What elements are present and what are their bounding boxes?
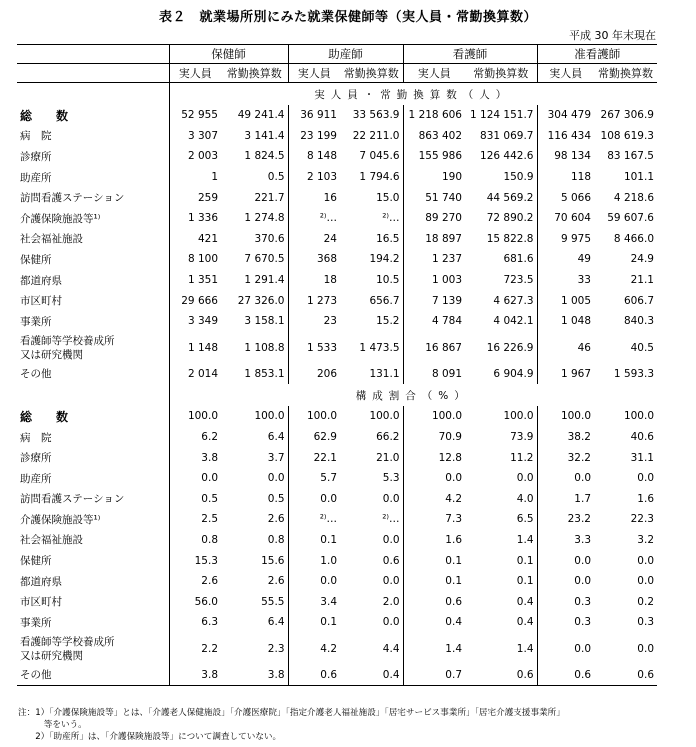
table-cell: 1.6 (445, 533, 462, 546)
table-cell: 100.0 (187, 410, 218, 423)
row-label: 助産所 (17, 167, 169, 188)
table-cell: 155 986 (418, 150, 462, 163)
row-label: 事業所 (17, 612, 169, 633)
table-cell: 22 211.0 (340, 126, 403, 147)
table-row (17, 530, 657, 551)
table-cell: 0.4 (445, 616, 462, 629)
table-cell: 0.4 (465, 591, 537, 612)
table-row (17, 633, 657, 665)
table-cell: 267 306.9 (600, 109, 654, 122)
table-row (17, 612, 657, 633)
row-label: 市区町村 (17, 290, 169, 311)
table-cell: 66.2 (340, 427, 403, 448)
table-row (17, 290, 657, 311)
table-cell: 1 351 (187, 274, 218, 287)
table-cell: 3.8 (201, 451, 218, 464)
table-cell: 15 822.8 (465, 229, 537, 250)
table-cell: 1 593.3 (613, 367, 654, 380)
table-cell: 1.6 (637, 492, 654, 505)
table-row (17, 208, 657, 229)
table-cell: 863 402 (418, 129, 462, 142)
table-cell: 49 241.4 (221, 105, 288, 126)
table-cell: 40.6 (630, 431, 654, 444)
table-cell: 36 911 (300, 109, 337, 122)
table-cell: 3 349 (187, 315, 218, 328)
table-cell: 0.0 (574, 472, 591, 485)
row-label: その他 (17, 364, 169, 385)
table-cell: 0.0 (574, 642, 591, 655)
table-cell: 3 141.4 (221, 126, 288, 147)
row-label-line: 看護師等学校養成所 (20, 334, 115, 347)
row-label: 事業所 (17, 311, 169, 332)
row-label: 訪問看護ステーション (17, 187, 169, 208)
table-cell: 23.2 (567, 513, 591, 526)
table-cell: 0.0 (574, 554, 591, 567)
table-cell: 656.7 (340, 290, 403, 311)
table-cell: 100.0 (431, 410, 462, 423)
table-cell: 16.5 (340, 229, 403, 250)
table-cell: 0.0 (340, 530, 403, 551)
table-cell: 56.0 (194, 595, 218, 608)
header-row-sub (17, 64, 657, 83)
table-cell: 1 108.8 (221, 332, 288, 364)
table-cell: 100.0 (623, 410, 654, 423)
table-cell: 4.2 (445, 492, 462, 505)
table-cell: 194.2 (340, 249, 403, 270)
table-cell: ²⁾… (319, 212, 337, 225)
table-cell: 681.6 (465, 249, 537, 270)
table-cell: 259 (197, 191, 218, 204)
table-cell: 0.0 (637, 472, 654, 485)
row-label: 社会福祉施設 (17, 229, 169, 250)
table-cell: 100.0 (340, 406, 403, 427)
header-sub: 常勤換算数 (340, 64, 403, 83)
table-row (17, 270, 657, 291)
row-label: 訪問看護ステーション (17, 489, 169, 510)
table-cell: 1 003 (431, 274, 462, 287)
header-sub: 実人員 (169, 64, 221, 83)
row-label: 保健所 (17, 550, 169, 571)
table-cell: 0.0 (574, 575, 591, 588)
table-cell: 221.7 (221, 187, 288, 208)
table-cell: 101.1 (623, 171, 654, 184)
table-cell: 1.4 (465, 530, 537, 551)
table-cell: 27 326.0 (221, 290, 288, 311)
table-cell: 0.0 (465, 468, 537, 489)
header-sub: 実人員 (288, 64, 340, 83)
row-label: 総 数 (17, 105, 169, 126)
header-blank (17, 64, 169, 83)
table-cell: 3.4 (320, 595, 337, 608)
table-cell: 1 533 (306, 341, 337, 354)
table-cell: 15.3 (194, 554, 218, 567)
table-row (17, 591, 657, 612)
table-cell: 49 (577, 253, 591, 266)
table-cell: 6.3 (201, 616, 218, 629)
row-label: 都道府県 (17, 270, 169, 291)
table-cell: 46 (577, 341, 591, 354)
table-cell: 840.3 (623, 315, 654, 328)
table-cell: 23 (323, 315, 337, 328)
table-row (17, 311, 657, 332)
row-label (17, 633, 169, 665)
table-cell: 0.0 (445, 472, 462, 485)
table-cell: ²⁾… (319, 513, 337, 526)
table-row (17, 509, 657, 530)
table-cell: 126 442.6 (465, 146, 537, 167)
table-cell: 116 434 (547, 129, 591, 142)
table-cell: 8 466.0 (613, 232, 654, 245)
table-cell: 0.6 (288, 665, 340, 686)
table-cell: 1 853.1 (221, 364, 288, 385)
table-cell: 1.4 (465, 633, 537, 665)
table-cell: 421 (197, 232, 218, 245)
table-cell: 0.2 (637, 595, 654, 608)
table-cell: 370.6 (221, 229, 288, 250)
table-cell: ²⁾… (340, 509, 403, 530)
table-cell: 1 824.5 (221, 146, 288, 167)
table-cell: 33 (577, 274, 591, 287)
table-cell: 0.6 (340, 550, 403, 571)
header-sub: 常勤換算数 (594, 64, 657, 83)
table-cell: 1 124 151.7 (465, 105, 537, 126)
row-label: 診療所 (17, 447, 169, 468)
table-cell: 100.0 (465, 406, 537, 427)
table-cell: 0.6 (465, 665, 537, 686)
table-cell: 4.4 (340, 633, 403, 665)
table-cell: 6.5 (465, 509, 537, 530)
table-cell: 72 890.2 (465, 208, 537, 229)
table-cell: 0.0 (221, 468, 288, 489)
table-cell: 5.3 (340, 468, 403, 489)
table-cell: 150.9 (465, 167, 537, 188)
table-cell: 0.1 (320, 616, 337, 629)
table-cell: 0.4 (340, 665, 403, 686)
table-cell: 1 048 (560, 315, 591, 328)
row-label: その他 (17, 665, 169, 686)
table-cell: 2.6 (221, 509, 288, 530)
table-cell: 108 619.3 (600, 129, 654, 142)
table-cell: 24.9 (630, 253, 654, 266)
table-cell: 70 604 (554, 212, 591, 225)
row-label: 都道府県 (17, 571, 169, 592)
table-cell: 0.6 (537, 665, 594, 686)
row-label: 市区町村 (17, 591, 169, 612)
header-blank (17, 45, 169, 64)
header-sub: 実人員 (537, 64, 594, 83)
table-cell: 606.7 (623, 294, 654, 307)
row-label: 病 院 (17, 427, 169, 448)
table-cell: 31.1 (630, 451, 654, 464)
table-cell: 16 226.9 (465, 332, 537, 364)
table-cell: 2 103 (306, 171, 337, 184)
table-cell: 0.0 (201, 472, 218, 485)
table-cell: 0.4 (465, 612, 537, 633)
table-cell: 1 005 (560, 294, 591, 307)
row-label: 介護保険施設等¹⁾ (17, 509, 169, 530)
row-label: 総 数 (17, 406, 169, 427)
table-cell: 0.0 (340, 489, 403, 510)
table-cell: 4 042.1 (465, 311, 537, 332)
table-row (17, 146, 657, 167)
table-cell: 1 336 (187, 212, 218, 225)
table-cell: 1 237 (431, 253, 462, 266)
table-cell: 4 218.6 (613, 191, 654, 204)
table-cell: 7 139 (431, 294, 462, 307)
table-cell: 3.8 (221, 665, 288, 686)
table-cell: 3.3 (574, 533, 591, 546)
table-cell: 1 274.8 (221, 208, 288, 229)
table-cell: 23 199 (300, 129, 337, 142)
table-cell: 15.6 (221, 550, 288, 571)
table-cell: 0.5 (221, 167, 288, 188)
table-cell: 2 003 (187, 150, 218, 163)
table-cell: 8 148 (306, 150, 337, 163)
row-label: 社会福祉施設 (17, 530, 169, 551)
table-cell: 6.2 (201, 431, 218, 444)
table-cell: 3.2 (637, 533, 654, 546)
table-cell: 6.4 (221, 427, 288, 448)
table-cell: 0.1 (445, 575, 462, 588)
table-cell: 32.2 (567, 451, 591, 464)
table-cell: 6 904.9 (465, 364, 537, 385)
table-cell: 33 563.9 (340, 105, 403, 126)
footnote-line: 等をいう。 (18, 720, 87, 730)
row-label-line: 又は研究機関 (20, 348, 83, 361)
table-cell: 6.4 (221, 612, 288, 633)
section-header-row (17, 83, 657, 106)
table-row (17, 489, 657, 510)
table-cell: 0.1 (445, 554, 462, 567)
table-cell: 22.3 (630, 513, 654, 526)
table-cell: 2.0 (340, 591, 403, 612)
table-cell: 0.3 (574, 595, 591, 608)
table-cell: 1 794.6 (340, 167, 403, 188)
section-title: 実人員・常勤換算数（人） (314, 88, 513, 101)
header-group: 看護師 (403, 45, 537, 64)
table-row (17, 364, 657, 385)
table-cell: 0.6 (594, 665, 657, 686)
table-cell: 2.5 (201, 513, 218, 526)
table-cell: 0.3 (574, 616, 591, 629)
table-cell: 0.6 (445, 595, 462, 608)
table-cell: 0.8 (221, 530, 288, 551)
header-group: 保健師 (169, 45, 288, 64)
table-cell: 83 167.5 (607, 150, 654, 163)
table-cell: 0.0 (637, 554, 654, 567)
row-label: 助産所 (17, 468, 169, 489)
table-cell: 1 967 (560, 367, 591, 380)
table-cell: 2.3 (221, 633, 288, 665)
table-cell: 0.0 (637, 575, 654, 588)
table-cell: 100.0 (306, 410, 337, 423)
table-cell: 4.2 (320, 642, 337, 655)
table-title: 表２ 就業場所別にみた就業保健師等（実人員・常勤換算数） (158, 10, 537, 25)
table-cell: 15.2 (340, 311, 403, 332)
table-cell: 21.1 (630, 274, 654, 287)
header-row-groups (17, 45, 657, 64)
section-label-blank (17, 83, 169, 106)
table-cell: 0.1 (465, 550, 537, 571)
table-row (17, 447, 657, 468)
table-cell: 368 (316, 253, 337, 266)
table-cell: 1 218 606 (408, 109, 462, 122)
as-of-date: 平成 30 年末現在 (569, 29, 656, 42)
table-cell: 2.6 (201, 575, 218, 588)
table-cell: 0.5 (221, 489, 288, 510)
table-cell: 24 (323, 232, 337, 245)
header-sub: 実人員 (403, 64, 465, 83)
table-cell: 7 045.6 (340, 146, 403, 167)
table-cell: 0.8 (201, 533, 218, 546)
footnote-line: 注：1）「介護保険施設等」とは、「介護老人保健施設」「介護医療院」「指定介護老人福祉施設」「居宅サービス事業所」「居宅介護支援事業所」 (18, 708, 565, 718)
table-cell: 98 134 (554, 150, 591, 163)
table-cell: 0.0 (637, 642, 654, 655)
table-cell: 118 (570, 171, 591, 184)
table-cell: 4.0 (465, 489, 537, 510)
header-group: 准看護師 (537, 45, 657, 64)
table-cell: 3 158.1 (221, 311, 288, 332)
row-label: 病 院 (17, 126, 169, 147)
table-row (17, 550, 657, 571)
row-label-line: 又は研究機関 (20, 649, 83, 662)
table-row (17, 332, 657, 364)
table-cell: 0.3 (637, 616, 654, 629)
table-cell: 51 740 (425, 191, 462, 204)
table-cell: 40.5 (630, 341, 654, 354)
table-row (17, 187, 657, 208)
table-cell: 0.5 (201, 492, 218, 505)
table-cell: 0.0 (320, 492, 337, 505)
table-cell: 0.0 (320, 575, 337, 588)
table-cell: 55.5 (221, 591, 288, 612)
table-cell: 11.2 (465, 447, 537, 468)
table-row (17, 167, 657, 188)
table-cell: 70.9 (438, 431, 462, 444)
table-cell: 16 (323, 191, 337, 204)
table-cell: 59 607.6 (607, 212, 654, 225)
table-cell: 1 (211, 171, 218, 184)
table-cell: 1 148 (187, 341, 218, 354)
table-cell: 3 307 (187, 129, 218, 142)
table-cell: 29 666 (181, 294, 218, 307)
table-cell: 38.2 (567, 431, 591, 444)
table-cell: 73.9 (465, 427, 537, 448)
table-cell: 89 270 (425, 212, 462, 225)
table-cell: 0.1 (465, 571, 537, 592)
table-cell: 100.0 (221, 406, 288, 427)
row-label: 保健所 (17, 249, 169, 270)
header-group: 助産師 (288, 45, 403, 64)
table-cell: 1 291.4 (221, 270, 288, 291)
table-cell: 1 473.5 (340, 332, 403, 364)
table-cell: 18 897 (425, 232, 462, 245)
table-cell: 7 670.5 (221, 249, 288, 270)
table-row (17, 427, 657, 448)
table-cell: 21.0 (340, 447, 403, 468)
header-sub: 常勤換算数 (465, 64, 537, 83)
table-cell: 190 (441, 171, 462, 184)
table-row (17, 249, 657, 270)
table-cell: 8 100 (187, 253, 218, 266)
table-cell: 3.8 (169, 665, 221, 686)
row-label: 診療所 (17, 146, 169, 167)
table-row (17, 126, 657, 147)
table-cell: 0.7 (403, 665, 465, 686)
table-row (17, 406, 657, 427)
table-cell: 22.1 (313, 451, 337, 464)
table-cell: 100.0 (560, 410, 591, 423)
table-cell: 12.8 (438, 451, 462, 464)
table-cell: 52 955 (181, 109, 218, 122)
table-cell: 0.1 (320, 533, 337, 546)
table-cell: 4 784 (431, 315, 462, 328)
table-cell: 10.5 (340, 270, 403, 291)
staff-table (17, 44, 657, 686)
table-cell: 8 091 (431, 367, 462, 380)
table-cell: 2.6 (221, 571, 288, 592)
table-cell: 9 975 (560, 232, 591, 245)
table-cell: 5.7 (320, 472, 337, 485)
header-sub: 常勤換算数 (221, 64, 288, 83)
table-row (17, 468, 657, 489)
table-cell: 2.2 (201, 642, 218, 655)
table-cell: 4 627.3 (465, 290, 537, 311)
table-row (17, 665, 657, 686)
table-cell: 1.4 (445, 642, 462, 655)
table-cell: ²⁾… (340, 208, 403, 229)
table-cell: 1.0 (320, 554, 337, 567)
table-cell: 1 273 (306, 294, 337, 307)
table-cell: 44 569.2 (465, 187, 537, 208)
table-cell: 131.1 (340, 364, 403, 385)
table-cell: 206 (316, 367, 337, 380)
section-title: 構成割合（%） (355, 389, 471, 402)
table-cell: 3.7 (221, 447, 288, 468)
table-cell: 304 479 (547, 109, 591, 122)
row-label (17, 332, 169, 364)
table-cell: 62.9 (313, 431, 337, 444)
row-label-line: 看護師等学校養成所 (20, 635, 115, 648)
table-cell: 16 867 (425, 341, 462, 354)
table-cell: 0.0 (340, 571, 403, 592)
table-cell: 7.3 (445, 513, 462, 526)
table-cell: 723.5 (465, 270, 537, 291)
table-row (17, 571, 657, 592)
table-row (17, 229, 657, 250)
table-cell: 15.0 (340, 187, 403, 208)
table-cell: 18 (323, 274, 337, 287)
row-label: 介護保険施設等¹⁾ (17, 208, 169, 229)
table-cell: 0.0 (340, 612, 403, 633)
section-label-blank (17, 384, 169, 406)
table-row (17, 105, 657, 126)
section-header-row (17, 384, 657, 406)
table-cell: 1.7 (574, 492, 591, 505)
footnote-line: 2）「助産所」は、「介護保険施設等」について調査していない。 (18, 732, 282, 742)
table-cell: 5 066 (560, 191, 591, 204)
table-cell: 2 014 (187, 367, 218, 380)
table-cell: 831 069.7 (465, 126, 537, 147)
